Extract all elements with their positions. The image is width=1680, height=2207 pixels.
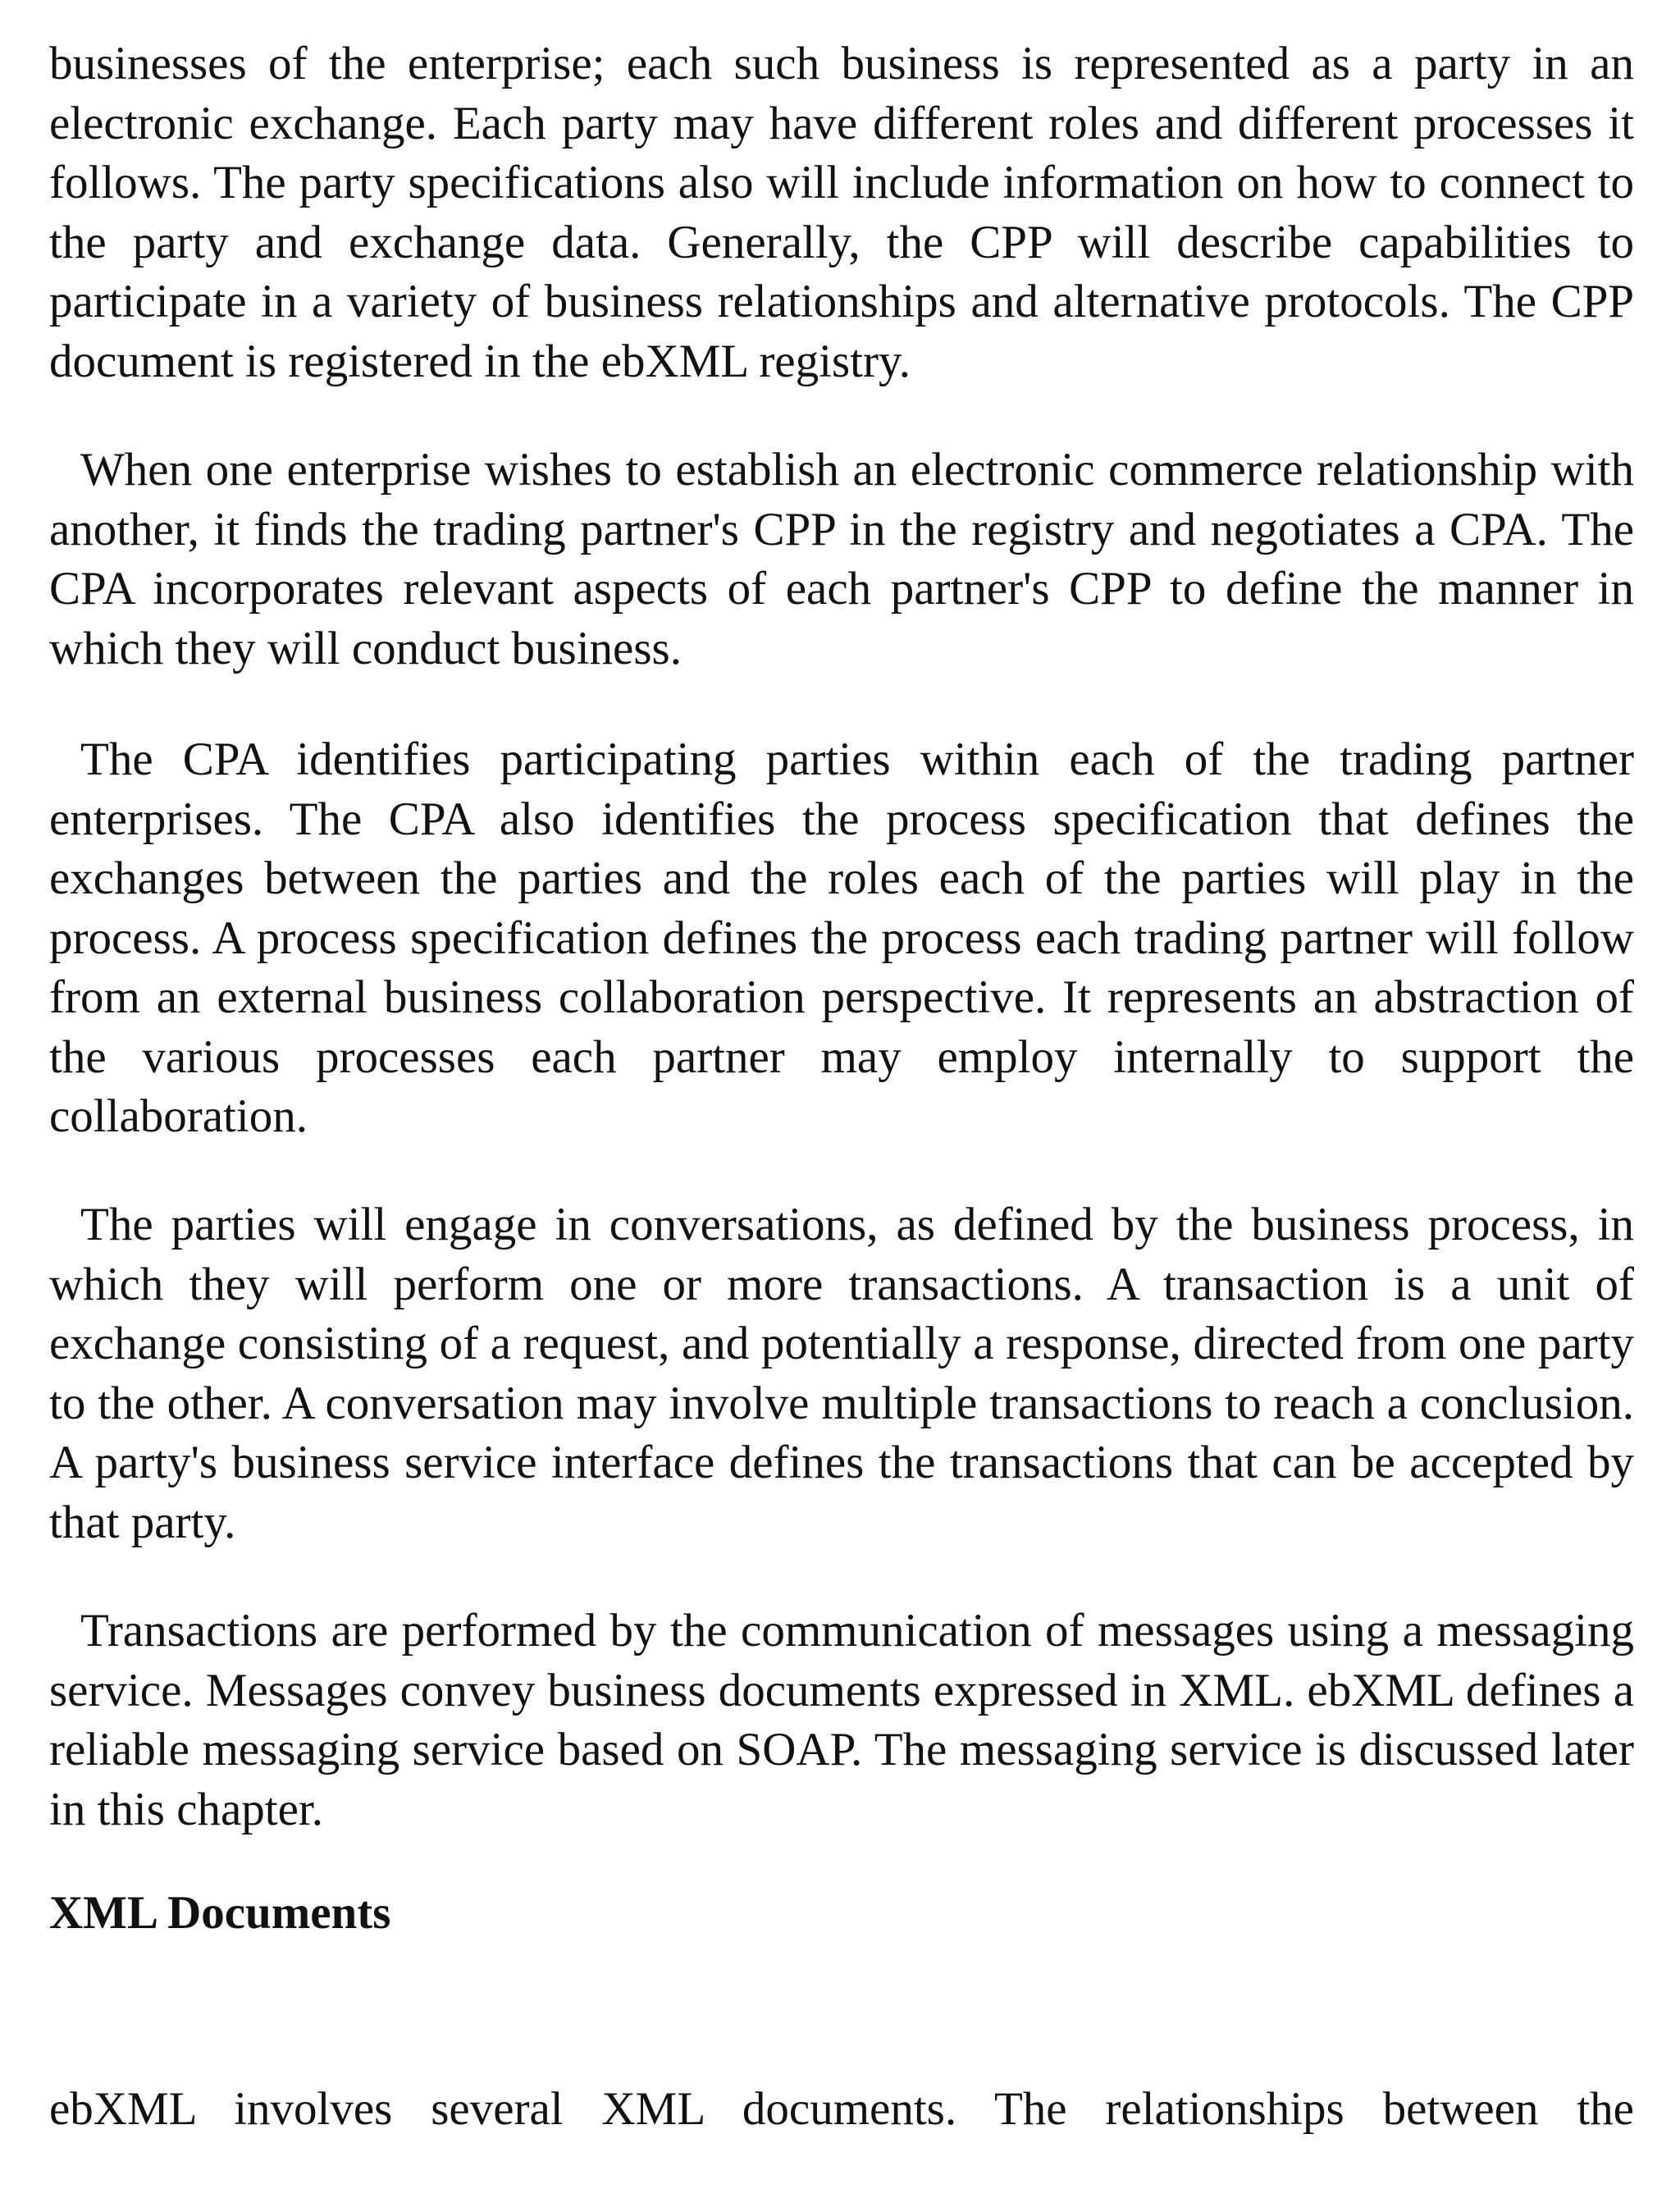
section-heading: XML Documents <box>49 1887 391 1939</box>
body-paragraph-2: When one enterprise wishes to establish an electronic commerce relationship with another, it finds the trading partner's CPP in the registry and negotiates a CPA. The CPA incorporates relevant aspects of each partner's CPP to define the manner in which they will conduct business. <box>49 444 1634 674</box>
body-paragraph-trailing: ebXML involves several XML documents. The relationships between the <box>49 2083 1634 2135</box>
body-paragraph-4: The parties will engage in conversations, as defined by the business process, in which they will perform one or more transactions. A transaction is a unit of exchange consisting of a request, and potentially a response, directed from one party to the other. A conversation may involve multiple transactions to reach a conclusion. A party's business service interface defines the transactions that can be accepted by that party. <box>49 1199 1634 1548</box>
body-paragraph-5: Transactions are performed by the communication of messages using a messaging service. Messages convey business documents expressed in XML. ebXML defines a reliable messaging service based on SOAP. The messaging service is discussed later in this chapter. <box>49 1605 1634 1835</box>
body-paragraph-1: businesses of the enterprise; each such business is represented as a party in an electronic exchange. Each party may have different roles and different processes it follows. The party specifications also will include information on how to connect to the party and exchange data. Generally, the CPP will describe capabilities to participate in a variety of business relationships and alternative protocols. The CPP document is registered in the ebXML registry. <box>49 38 1634 387</box>
body-paragraph-3: The CPA identifies participating parties within each of the trading partner enterprises. The CPA also identifies the process specification that defines the exchanges between the parties and the roles each of the parties will play in the process. A process specification defines the process each trading partner will follow from an external business collaboration perspective. It represents an abstraction of the various processes each partner may employ internally to support the collaboration. <box>49 733 1634 1142</box>
